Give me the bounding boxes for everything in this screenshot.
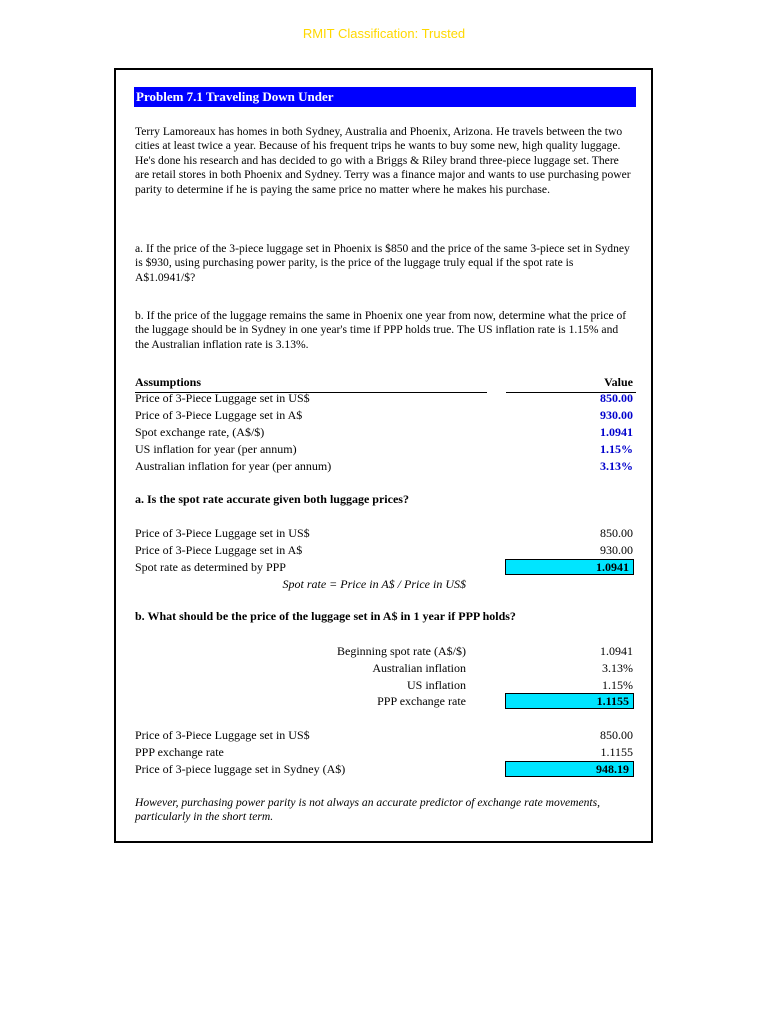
problem-sheet	[114, 68, 653, 843]
ppp-rate-label: PPP exchange rate	[377, 694, 466, 708]
question-a-text: a. If the price of the 3-piece luggage set in Phoenix is $850 and the price of the same 3-piece set in Sydney is $930, using purchasing power parity, is the price of the luggage truly equal if the spot rate is A$1.0941/$?	[135, 242, 630, 284]
part-a-value: 930.00	[600, 543, 633, 557]
part-b-calc-label: Beginning spot rate (A$/$)	[337, 644, 466, 658]
part-b-price-value: 850.00	[600, 728, 633, 742]
part-a-label: Price of 3-Piece Luggage set in A$	[135, 543, 303, 557]
classification-label: RMIT Classification: Trusted	[302, 26, 466, 41]
assumptions-header: Assumptions	[135, 375, 202, 389]
part-b-heading: b. What should be the price of the luggage set in A$ in 1 year if PPP holds?	[135, 609, 516, 623]
assumption-value: 1.0941	[600, 425, 633, 439]
part-b-calc-value: 3.13%	[602, 661, 633, 675]
problem-title: Problem 7.1 Traveling Down Under	[134, 87, 636, 107]
part-b-price-value: 1.1155	[600, 745, 633, 759]
assumption-value: 930.00	[600, 408, 633, 422]
sydney-price-label: Price of 3-piece luggage set in Sydney (A$)	[135, 762, 346, 776]
assumption-label: Australian inflation for year (per annum)	[135, 459, 332, 473]
spot-rate-formula: Spot rate = Price in A$ / Price in US$	[282, 577, 466, 591]
ppp-note: However, purchasing power parity is not always an accurate predictor of exchange rate movements, particularly in the short term.	[135, 796, 601, 824]
intro-paragraph: Terry Lamoreaux has homes in both Sydney, Australia and Phoenix, Arizona. He travels between the two cities at least twice a year. Because of his frequent trips he wants to buy some new, high quality luggage. He's done his research and has decided to go with a Briggs & Riley brand three-piece luggage set. There are retail stores in both Phoenix and Sydney. Terry was a finance major and wants to use purchasing power parity to determine if he is paying the same price no matter where he makes his purchase.	[135, 125, 631, 196]
assumption-value: 850.00	[600, 391, 633, 405]
assumption-value: 1.15%	[600, 442, 633, 456]
ppp-spot-rate-label: Spot rate as determined by PPP	[135, 560, 286, 574]
part-a-heading: a. Is the spot rate accurate given both luggage prices?	[135, 492, 409, 506]
part-b-calc-value: 1.0941	[600, 644, 633, 658]
ppp-rate-result: 1.1155	[505, 693, 634, 709]
question-b-text: b. If the price of the luggage remains the same in Phoenix one year from now, determine what the price of the luggage should be in Sydney in one year's time if PPP holds true. The US inflation rate is 1.15% and the Australian inflation rate is 3.13%.	[135, 309, 627, 351]
value-header: Value	[604, 375, 633, 389]
part-a-value: 850.00	[600, 526, 633, 540]
part-b-calc-label: Australian inflation	[372, 661, 466, 675]
assumption-label: US inflation for year (per annum)	[135, 442, 297, 456]
ppp-spot-rate-result: 1.0941	[505, 559, 634, 575]
part-b-price-label: PPP exchange rate	[135, 745, 224, 759]
assumption-label: Price of 3-Piece Luggage set in A$	[135, 408, 303, 422]
assumption-label: Spot exchange rate, (A$/$)	[135, 425, 265, 439]
assumption-value: 3.13%	[600, 459, 633, 473]
part-a-label: Price of 3-Piece Luggage set in US$	[135, 526, 310, 540]
part-b-calc-label: US inflation	[407, 678, 466, 692]
part-b-calc-value: 1.15%	[602, 678, 633, 692]
assumption-label: Price of 3-Piece Luggage set in US$	[135, 391, 310, 405]
part-b-price-label: Price of 3-Piece Luggage set in US$	[135, 728, 310, 742]
sydney-price-result: 948.19	[505, 761, 634, 777]
